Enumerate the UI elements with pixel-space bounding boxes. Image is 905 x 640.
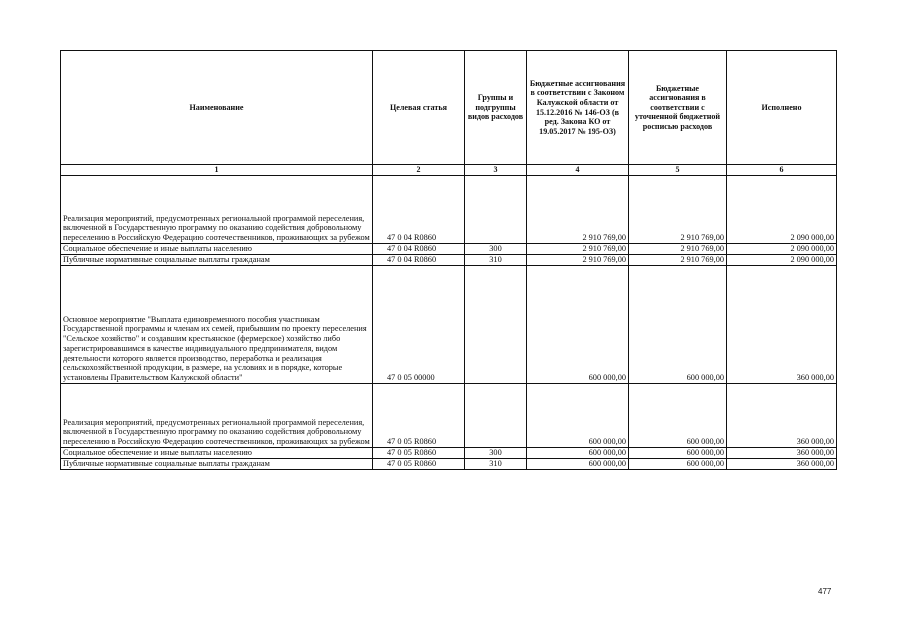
row-refined-value: 2 910 769,00 [629, 244, 727, 255]
row-law-value: 2 910 769,00 [527, 176, 629, 244]
row-executed-value: 360 000,00 [727, 459, 837, 470]
row-law-value: 600 000,00 [527, 384, 629, 448]
row-executed-value: 2 090 000,00 [727, 244, 837, 255]
row-law-value: 600 000,00 [527, 459, 629, 470]
header-row [61, 51, 837, 165]
header-executed: Исполнено [727, 51, 837, 165]
header-refined-appropriations: Бюджетные ассигнования в соответствии с уточненной бюджетной росписью расходов [629, 51, 727, 165]
row-executed-value: 360 000,00 [727, 266, 837, 384]
row-name: Социальное обеспечение и иные выплаты населению [61, 244, 373, 255]
header-name: Наименование [61, 51, 373, 165]
page-number: 477 [818, 587, 832, 596]
table-row [61, 448, 837, 459]
column-number: 4 [527, 165, 629, 176]
header-target-article: Целевая статья [373, 51, 465, 165]
table-row [61, 266, 837, 384]
row-refined-value: 600 000,00 [629, 384, 727, 448]
row-name: Реализация мероприятий, предусмотренных региональной программой переселения, включенной в Государственную программу по оказанию содействия добровольному переселению в Российскую Федерацию соотечественников, проживающих за рубежом [61, 384, 373, 448]
row-name: Публичные нормативные социальные выплаты гражданам [61, 255, 373, 266]
row-group: 300 [465, 448, 527, 459]
row-name: Публичные нормативные социальные выплаты гражданам [61, 459, 373, 470]
row-group [465, 266, 527, 384]
table-row [61, 384, 837, 448]
row-target-code: 47 0 05 R0860 [373, 459, 465, 470]
row-law-value: 600 000,00 [527, 266, 629, 384]
row-group: 310 [465, 459, 527, 470]
column-number: 6 [727, 165, 837, 176]
table-row [61, 176, 837, 244]
row-group [465, 384, 527, 448]
row-law-value: 600 000,00 [527, 448, 629, 459]
row-target-code: 47 0 04 R0860 [373, 176, 465, 244]
row-law-value: 2 910 769,00 [527, 244, 629, 255]
column-number: 5 [629, 165, 727, 176]
row-refined-value: 600 000,00 [629, 448, 727, 459]
row-refined-value: 600 000,00 [629, 459, 727, 470]
row-target-code: 47 0 04 R0860 [373, 244, 465, 255]
row-target-code: 47 0 05 R0860 [373, 448, 465, 459]
row-group: 310 [465, 255, 527, 266]
row-executed-value: 360 000,00 [727, 384, 837, 448]
table-row [61, 459, 837, 470]
row-refined-value: 600 000,00 [629, 266, 727, 384]
row-executed-value: 2 090 000,00 [727, 255, 837, 266]
row-refined-value: 2 910 769,00 [629, 176, 727, 244]
row-target-code: 47 0 05 00000 [373, 266, 465, 384]
row-name: Социальное обеспечение и иные выплаты населению [61, 448, 373, 459]
row-refined-value: 2 910 769,00 [629, 255, 727, 266]
table-row [61, 244, 837, 255]
row-executed-value: 360 000,00 [727, 448, 837, 459]
row-group [465, 176, 527, 244]
row-target-code: 47 0 05 R0860 [373, 384, 465, 448]
table-row [61, 255, 837, 266]
row-law-value: 2 910 769,00 [527, 255, 629, 266]
column-number-row [61, 165, 837, 176]
column-number: 1 [61, 165, 373, 176]
header-expense-groups: Группы и подгруппы видов расходов [465, 51, 527, 165]
column-number: 3 [465, 165, 527, 176]
header-law-appropriations: Бюджетные ассигнования в соответствии с Законом Калужской области от 15.12.2016 № 146-ОЗ (в ред. Закона КО от 19.05.2017 № 195-ОЗ) [527, 51, 629, 165]
row-group: 300 [465, 244, 527, 255]
row-executed-value: 2 090 000,00 [727, 176, 837, 244]
row-name: Основное мероприятие "Выплата единовременного пособия участникам Государственной программы и членам их семей, прибывшим по проекту переселения "Сельское хозяйство" и создавшим крестьянское (фермерское) хозяйство либо зарегистрировавшимся в качестве индивидуального предпринимателя, видом деятельности которого является производство, переработка и реализация сельскохозяйственной продукции, в размере, на условиях и в порядке, которые установлены Правительством Калужской области" [61, 266, 373, 384]
budget-table [60, 50, 837, 470]
row-name: Реализация мероприятий, предусмотренных региональной программой переселения, включенной в Государственную программу по оказанию содействия добровольному переселению в Российскую Федерацию соотечественников, проживающих за рубежом [61, 176, 373, 244]
row-target-code: 47 0 04 R0860 [373, 255, 465, 266]
column-number: 2 [373, 165, 465, 176]
